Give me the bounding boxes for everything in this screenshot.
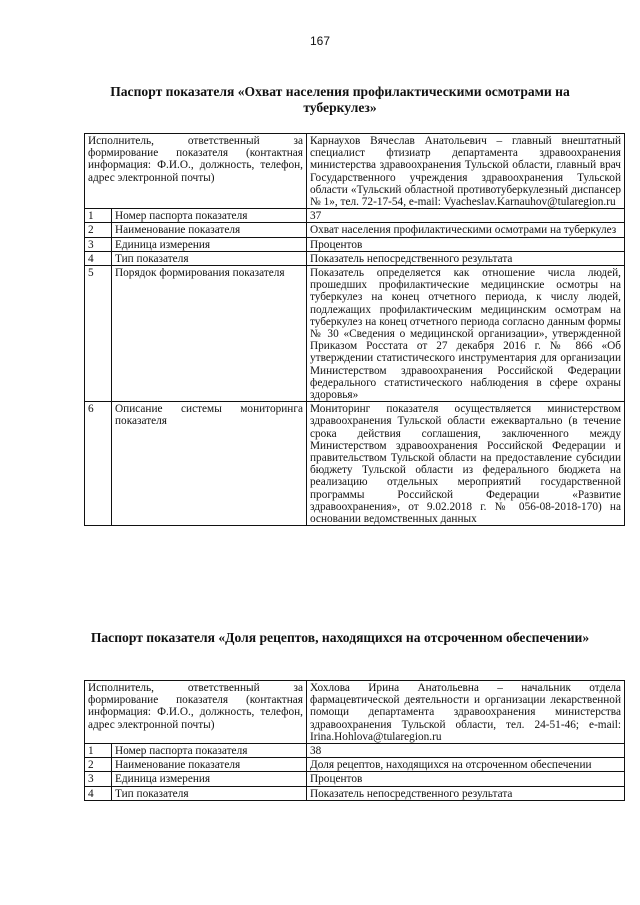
- passport-2-table: [84, 680, 625, 801]
- row-label: Наименование показателя: [112, 758, 307, 772]
- row-label: Описание системы мониторинга показателя: [112, 402, 307, 526]
- executor-label: Исполнитель, ответственный за формирование показателя (контактная информация: Ф.И.О., должность, телефон, адрес электронной почты): [85, 134, 307, 209]
- row-value: 37: [307, 209, 625, 223]
- row-value: Процентов: [307, 772, 625, 786]
- row-value: 38: [307, 744, 625, 758]
- row-value: Процентов: [307, 237, 625, 251]
- executor-label: Исполнитель, ответственный за формирование показателя (контактная информация: Ф.И.О., должность, телефон, адрес электронной почты): [85, 681, 307, 744]
- row-label: Номер паспорта показателя: [112, 209, 307, 223]
- row-label: Наименование показателя: [112, 223, 307, 237]
- table-row: [85, 744, 625, 758]
- executor-row: [85, 681, 625, 744]
- row-number: 3: [85, 772, 112, 786]
- executor-row: [85, 134, 625, 209]
- row-number: 1: [85, 744, 112, 758]
- row-value: Доля рецептов, находящихся на отсроченном обеспечении: [307, 758, 625, 772]
- row-label: Единица измерения: [112, 237, 307, 251]
- table-row: [85, 209, 625, 223]
- table-row: [85, 402, 625, 526]
- row-label: Тип показателя: [112, 251, 307, 265]
- row-value: Показатель определяется как отношение числа людей, прошедших профилактические медицинские осмотры на туберкулез на конец отчетного периода, к числу людей, подлежащих профилактическим медицинским осмотрам на туберкулез на конец отчетного периода согласно данным формы № 30 «Сведения о медицинской организации», утвержденной Приказом Росстата от 27 декабря 2016 г. № 866 «Об утверждении статистического инструментария для организации Министерством здравоохранения Российской Федерации федерального статистического наблюдения в сфере охраны здоровья»: [307, 266, 625, 402]
- table-row: [85, 266, 625, 402]
- executor-value: Карнаухов Вячеслав Анатольевич – главный внештатный специалист фтизиатр департамента здравоохранения министерства здравоохранения Тульской области, главный врач Государственного учреждения здравоохранения Тульской области «Тульский областной противотуберкулезный диспансер № 1», тел. 72-17-54, e-mail: Vyacheslav.Karnauhov@tularegion.ru: [307, 134, 625, 209]
- passport-1-table: [84, 133, 625, 526]
- row-number: 4: [85, 251, 112, 265]
- table-row: [85, 251, 625, 265]
- row-label: Порядок формирования показателя: [112, 266, 307, 402]
- row-value: Охват населения профилактическими осмотрами на туберкулез: [307, 223, 625, 237]
- table-row: [85, 758, 625, 772]
- row-label: Единица измерения: [112, 772, 307, 786]
- row-number: 6: [85, 402, 112, 526]
- passport-1-title: Паспорт показателя «Охват населения профилактическими осмотрами на туберкулез»: [110, 84, 570, 115]
- row-value: Показатель непосредственного результата: [307, 786, 625, 800]
- page-number: 167: [309, 34, 331, 48]
- row-label: Номер паспорта показателя: [112, 744, 307, 758]
- table-row: [85, 223, 625, 237]
- row-number: 4: [85, 786, 112, 800]
- row-number: 1: [85, 209, 112, 223]
- row-number: 2: [85, 758, 112, 772]
- row-label: Тип показателя: [112, 786, 307, 800]
- table-row: [85, 786, 625, 800]
- row-value: Мониторинг показателя осуществляется министерством здравоохранения Тульской области ежеквартально (в течение срока действия соглашения, заключенного между Министерством здравоохранения Российской Федерации и правительством Тульской области на предоставление субсидии бюджету Тульской области из федерального бюджета на реализацию отдельных мероприятий государственной программы Российской Федерации «Развитие здравоохранения», от 9.02.2018 г. № 056-08-2018-170) на основании ведомственных данных: [307, 402, 625, 526]
- row-number: 2: [85, 223, 112, 237]
- row-value: Показатель непосредственного результата: [307, 251, 625, 265]
- row-number: 5: [85, 266, 112, 402]
- table-row: [85, 237, 625, 251]
- passport-2-title: Паспорт показателя «Доля рецептов, находящихся на отсроченном обеспечении»: [90, 630, 590, 645]
- executor-value: Хохлова Ирина Анатольевна – начальник отдела фармацевтической деятельности и организации лекарственной помощи департамента здравоохранения министерства здравоохранения Тульской области, тел. 24-51-46; e-mail: Irina.Hohlova@tularegion.ru: [307, 681, 625, 744]
- table-row: [85, 772, 625, 786]
- row-number: 3: [85, 237, 112, 251]
